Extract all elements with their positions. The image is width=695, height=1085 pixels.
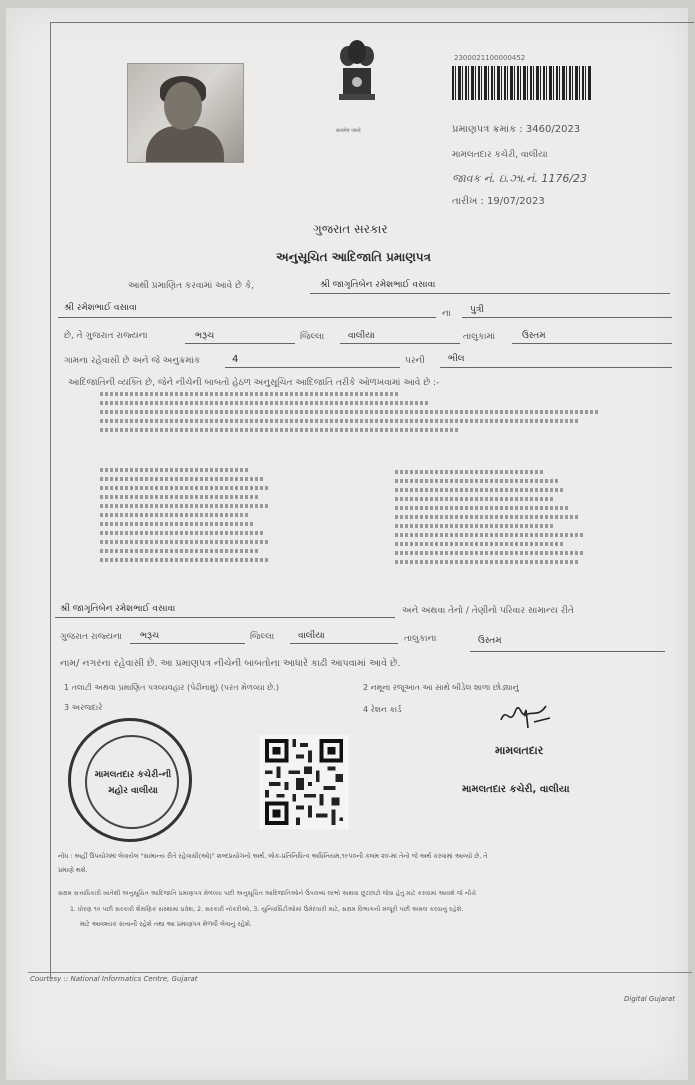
relation-value: પુત્રી — [470, 305, 484, 315]
barcode-number: 2300021100000452 — [454, 54, 526, 62]
residence-text: નામ/ નગરના રહેવાસી છે. આ પ્રમાણપત્ર નીચેની બાબતોના આધારે કાઢી આપવામાં આવે છે. — [60, 658, 401, 669]
emblem-caption: सत्यमेव जयते — [336, 128, 361, 134]
signer-office: મામલતદાર કચેરી, વાલીયા — [462, 784, 570, 795]
village2-value: ઉસ્તમ — [478, 636, 502, 646]
stamp-text: મામલતદાર કચેરી-ની મહોર વાલીયા — [94, 770, 172, 796]
holder-name: શ્રી જાગૃતિબેન રમેશભાઈ વસાવા — [60, 604, 176, 614]
barcode — [452, 66, 592, 100]
note-line-4: 1. ધોરણ ૧૦ પછી સરકારી શૈક્ષણિક સંસ્થામાં પ્રવેશ, 2. સરકારી નોકરીઓ, 3. યુનિવર્સિટીઓમાં ઉમેદવારી માટે, સક્ષમ વિભાગની મંજૂરી પછી અમલ કરવાનું રહેશે. — [70, 906, 464, 913]
certify-text: આથી પ્રમાણિત કરવામાં આવે છે કે, — [128, 281, 255, 291]
office-seal-stamp — [68, 718, 192, 842]
order-list-left — [100, 468, 270, 567]
taluka-value: વાલીયા — [348, 331, 375, 341]
evidence-1: 1 તલાટી અથવા પ્રમાણિત પત્રવ્યવહાર (પેઢીનામું) (પરત મેળવ્યા છે.) — [64, 683, 279, 692]
govt-title: ગુજરાત સરકાર — [313, 222, 388, 236]
qr-code — [260, 735, 348, 829]
tribe-sentence: આદિજાતિની વ્યક્તિ છે, જેને નીચેની બાબતો હેઠળ અનુસૂચિત આદિજાતિ તરીકે ઓળખવામાં આવે છે :- — [68, 378, 440, 388]
office-line: મામલતદાર કચેરી, વાલીયા — [452, 150, 548, 160]
father-name: શ્રી રમેશભાઈ વસાવા — [64, 303, 137, 313]
evidence-2: 2 નમૂના રજૂઆત આ સાથે બીડેલ શાળા છોડ્યાનું — [363, 683, 519, 692]
signature-icon — [498, 700, 554, 734]
entry-label: ગામના રહેવાસી છે અને જે અનુક્રમાંક — [64, 356, 201, 366]
evidence-4: 4 રેશન કાર્ડ — [363, 705, 402, 714]
document-title: અનુસૂચિત આદિજાતિ પ્રમાણપત્ર — [276, 250, 431, 264]
note-line-1: નોંધ : અહીં ઉપયોગમાં લેવાયેલ "સામાન્ય રીતે રહેવાસી(ઓ)" શબ્દપ્રયોગનો અર્થ, લોક-પ્રતિનિધિત્વ અધિનિયમ,૧૯૫૦ની કલમ ૨૦-માં તેનો જે અર્થ કરવામાં આવ્યો છે, તે — [58, 852, 488, 860]
issue-date: તારીખ : 19/07/2023 — [452, 196, 545, 207]
evidence-3: 3 અરજદારે — [64, 703, 103, 712]
caste-label: પરની — [405, 356, 425, 366]
national-emblem-icon — [334, 38, 380, 130]
applicant-photo — [127, 63, 244, 163]
certificate-number: પ્રમાણપત્ર ક્રમાંક : 3460/2023 — [452, 124, 581, 135]
district-label: જિલ્લા — [300, 332, 325, 342]
applicant-name: શ્રી જાગૃતિબેન રમેશભાઈ વસાવા — [320, 280, 436, 290]
taluka-label: તાલુકામાં — [463, 332, 496, 342]
order-list-block — [100, 392, 600, 437]
district-value: ભરૂચ — [195, 331, 215, 341]
taluka2-value: વાલીયા — [298, 631, 325, 641]
note-line-2: પ્રમાણે થશે. — [58, 866, 88, 874]
order-list-right — [395, 470, 585, 569]
district2-label: જિલ્લા — [250, 632, 275, 642]
district2-value: ભરૂચ — [140, 631, 160, 641]
signer-title: મામલતદાર — [495, 744, 544, 757]
digital-gujarat: Digital Gujarat — [624, 995, 675, 1003]
taluka2-label: તાલુકાના — [404, 634, 437, 644]
note-line-5: માટે આવશ્યક સત્તાની રહેશે તથા આ પ્રમાણપત્ર મેળવી લેવાનું રહેશે. — [80, 920, 252, 928]
relation-label: ના — [442, 309, 451, 319]
state-line2: ગુજરાત રાજ્યના — [60, 632, 123, 642]
courtesy-text: Courtesy :: National Informatics Centre, Gujarat — [30, 975, 198, 983]
village-value: ઉસ્તમ — [522, 331, 546, 341]
state-label: છે, તે ગુજરાત રાજ્યના — [64, 331, 148, 341]
entry-number: 4 — [232, 354, 239, 365]
caste-value: ભીલ — [448, 354, 465, 364]
family-text: અને અથવા તેનો / તેણીનો પરિવાર સામાન્ય રીતે — [402, 606, 574, 616]
outward-number: જાવક નં. ઇ.ઝા.નં. 1176/23 — [452, 172, 588, 185]
note-line-3: સક્ષમ સત્તાધિકારી ખાતેથી અનુસૂચિત આદિજાતિ પ્રમાણપત્ર મેળવ્યા પછી અનુસૂચિત આદિજાતિઓને ઉપલબ્ધ લાભો અથવા છૂટછાટો જેવા હેતુ માટે કરવામાં આવશે જે નીચે — [58, 890, 477, 897]
